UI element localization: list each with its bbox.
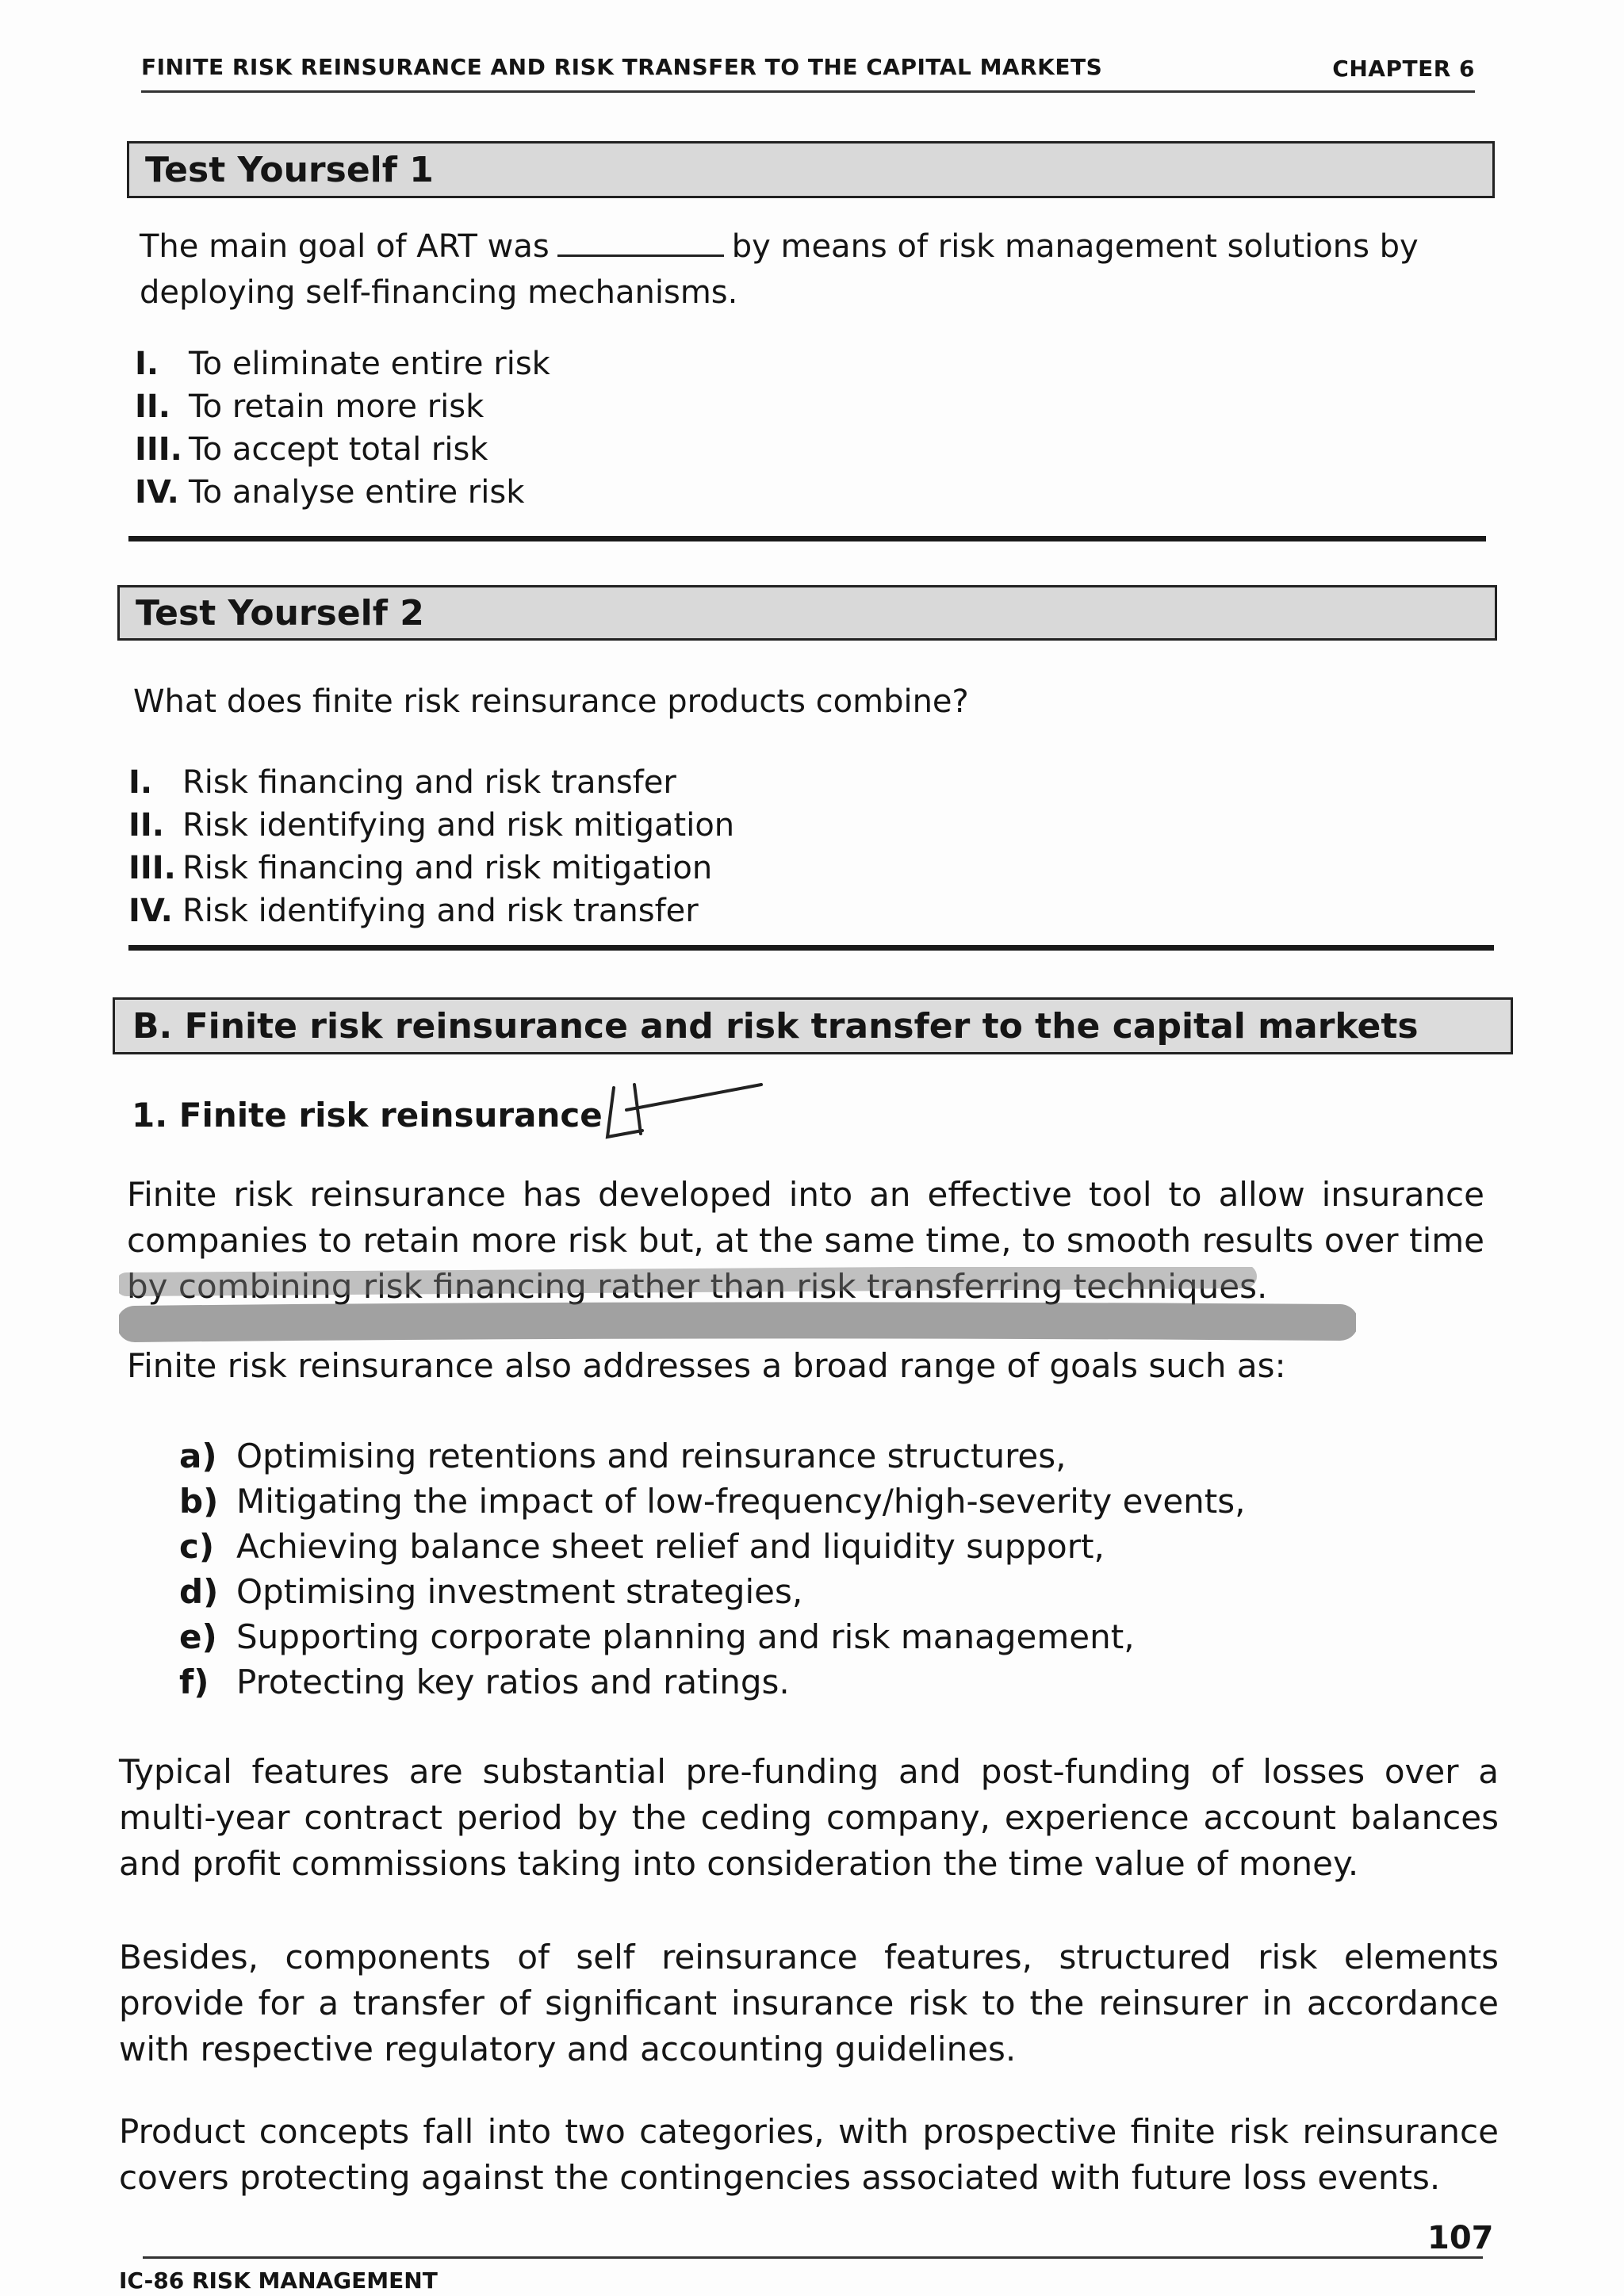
test-1-question [140, 224, 1480, 316]
goal-text: Mitigating the impact of low-frequency/high-severity events, [236, 1482, 1246, 1521]
option-number: IV. [128, 893, 173, 929]
goal-letter: a) [179, 1437, 217, 1475]
option-number: III. [135, 431, 182, 468]
test-2-option [128, 847, 734, 890]
subsection-heading: 1. Finite risk reinsurance [132, 1096, 603, 1135]
section-divider [128, 536, 1486, 541]
test-1-options [135, 342, 550, 514]
paragraph-3: Typical features are substantial pre-funding and post-funding of losses over a multi-year contract period by the ceding company, experience account balances and profit commissions taking into consideration the time value of money. [119, 1752, 1499, 1883]
paragraph-4: Besides, components of self reinsurance features, structured risk elements provide for a transfer of significant insurance risk to the reinsurer in accordance with respective regulatory and accounting guidelines. [119, 1938, 1499, 2068]
goal-letter: d) [179, 1572, 219, 1611]
paragraph-5: Product concepts fall into two categories, with prospective finite risk reinsurance covers protecting against the contingencies associated with future loss events. [119, 2112, 1499, 2197]
running-header-title: FINITE RISK REINSURANCE AND RISK TRANSFER TO THE CAPITAL MARKETS [141, 54, 1103, 80]
option-text: To retain more risk [189, 388, 485, 425]
test-2-option [128, 761, 734, 804]
goal-item [179, 1659, 1246, 1705]
paragraph-1: Finite risk reinsurance has developed into an effective tool to allow insurance companies to retain more risk but, at the same time, to smooth results over time by combining risk financing rather than risk transferring techniques. [127, 1175, 1484, 1306]
goal-item [179, 1524, 1246, 1569]
goal-item [179, 1479, 1246, 1524]
option-number: IV. [135, 474, 179, 511]
option-number: II. [135, 388, 170, 425]
option-number: I. [135, 346, 159, 382]
test-1-option [135, 385, 550, 428]
test-1-option [135, 471, 550, 514]
highlighter-mark [119, 1267, 1356, 1354]
section-b-heading [113, 997, 1513, 1054]
test-2-options [128, 761, 734, 932]
section-divider [128, 945, 1494, 951]
goal-letter: f) [179, 1663, 209, 1701]
goal-letter: e) [179, 1617, 217, 1656]
footer-rule [143, 2256, 1483, 2259]
goal-letter: c) [179, 1527, 215, 1566]
option-text: To accept total risk [189, 431, 488, 468]
option-number: II. [128, 807, 164, 844]
handwritten-mark [603, 1075, 777, 1146]
goal-letter: b) [179, 1482, 219, 1521]
test-1-option [135, 428, 550, 471]
test-yourself-1-title-text: Test Yourself 1 [145, 149, 434, 190]
option-text: Risk identifying and risk transfer [182, 893, 699, 929]
goal-text: Supporting corporate planning and risk management, [236, 1617, 1135, 1656]
option-text: Risk financing and risk transfer [182, 764, 676, 801]
chapter-label: CHAPTER 6 [1332, 55, 1475, 82]
paragraph-2: Finite risk reinsurance also addresses a broad range of goals such as: [127, 1346, 1286, 1385]
goal-text: Optimising retentions and reinsurance structures, [236, 1437, 1067, 1475]
answer-blank [557, 254, 724, 257]
goals-list [179, 1433, 1246, 1705]
footer-course-code: IC-86 RISK MANAGEMENT [119, 2267, 438, 2294]
page-number: 107 [1427, 2220, 1494, 2256]
section-b-heading-text: B. Finite risk reinsurance and risk transfer to the capital markets [132, 1005, 1419, 1047]
test-yourself-1-title [127, 141, 1495, 198]
running-header [141, 49, 1475, 93]
goal-item [179, 1433, 1246, 1479]
goal-text: Protecting key ratios and ratings. [236, 1663, 790, 1701]
test-1-question-part1: The main goal of ART was [140, 228, 550, 265]
goal-item [179, 1614, 1246, 1659]
test-1-option [135, 342, 550, 385]
goal-text: Achieving balance sheet relief and liquidity support, [236, 1527, 1105, 1566]
test-yourself-2-title-text: Test Yourself 2 [136, 592, 424, 633]
option-number: I. [128, 764, 153, 801]
option-text: To eliminate entire risk [189, 346, 550, 382]
option-text: Risk financing and risk mitigation [182, 850, 713, 886]
test-2-option [128, 890, 734, 932]
option-text: To analyse entire risk [189, 474, 525, 511]
test-2-option [128, 804, 734, 847]
test-1-question-part2: by means of risk management solutions by deploying self-financing mechanisms. [140, 228, 1419, 311]
test-2-question: What does finite risk reinsurance products combine? [133, 683, 969, 720]
test-yourself-2-title [117, 585, 1497, 641]
goal-text: Optimising investment strategies, [236, 1572, 803, 1611]
option-number: III. [128, 850, 176, 886]
option-text: Risk identifying and risk mitigation [182, 807, 735, 844]
goal-item [179, 1569, 1246, 1614]
